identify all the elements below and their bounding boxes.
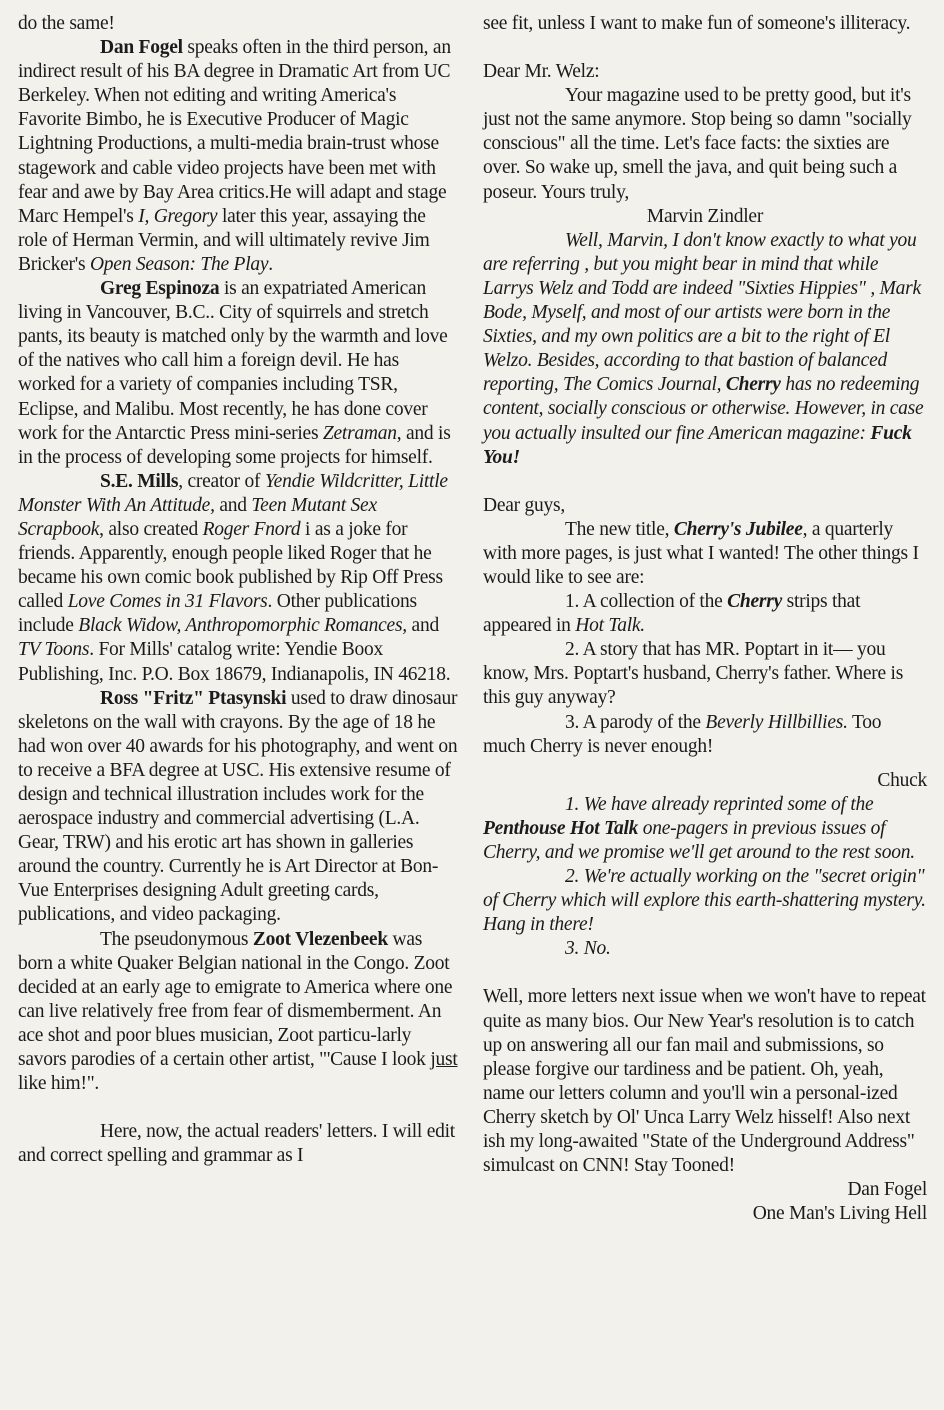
work-title: Love Comes in 31 Flavors: [67, 591, 268, 613]
work-title: Cherry's Jubilee: [673, 518, 803, 540]
letter-list-item: 3. A parody of the Beverly Hillbillies. Too much Cherry is never enough!: [483, 711, 882, 757]
sign-off-name: Dan Fogel: [847, 1179, 927, 1201]
bio-se-mills: S.E. Mills, creator of Yendie Wildcritter, Little Monster With An Attitude, and Teen Mutant Sex Scrapbook, also created Roger Fnord i as a joke for friends. Apparently, enough people liked Roger that he became his own comic book published by Rip Off Press called Love Comes in 31 Flavors. Other publications include Black Widow, Anthropomorphic Romances, and TV Toons. For Mills' catalog write: Yendie Boox Publishing, Inc. P.O. Box 18679, Indianapolis, IN 46218.: [18, 470, 451, 685]
emphasis: just: [430, 1049, 458, 1071]
letter-list-item: 1. A collection of the Cherry strips that appeared in Hot Talk.: [483, 591, 861, 637]
letter-salutation: Dear guys,: [483, 494, 565, 516]
work-title: I, Gregory: [138, 205, 218, 227]
bio-dan-fogel: Dan Fogel speaks often in the third person, an indirect result of his BA degree in Dramatic Art from UC Berkeley. When not editing and writing America's Favorite Bimbo, he is Executive Producer of Magic Lightning Productions, a multi-media brain-trust whose stagework and cable video projects have been met with fear and awe by Bay Area critics.He will adapt and stage Marc Hempel's I, Gregory later this year, assaying the role of Herman Vermin, and will ultimately revive Jim Bricker's Open Season: The Play.: [18, 37, 451, 275]
intro-fragment: do the same!: [18, 13, 115, 34]
work-title: TV Toons: [18, 639, 90, 661]
bio-zoot-vlezenbeek: The pseudonymous Zoot Vlezenbeek was born a white Quaker Belgian national in the Congo. Zoot decided at an early age to emigrate to America where one can live relatively free from fear of dismemberment. An ace shot and poor blues musician, Zoot particu-larly savors parodies of a certain other artist, "'Cause I look just like him!".: [18, 928, 458, 1095]
letter-signature: Marvin Zindler: [646, 205, 764, 227]
letter-list-item: 2. A story that has MR. Poptart in it— you know, Mrs. Poptart's husband, Cherry's father. Where is this guy anyway?: [483, 639, 904, 709]
work-title: Open Season: The Play: [89, 253, 269, 275]
right-column: [483, 12, 927, 1226]
letter-signature: Chuck: [877, 769, 927, 791]
left-column: [18, 12, 458, 1168]
continuation-text: see fit, unless I want to make fun of someone's illiteracy.: [483, 13, 911, 34]
bio-name: Dan Fogel: [100, 37, 183, 59]
work-title: Roger Fnord: [202, 518, 301, 540]
letters-intro: Here, now, the actual readers' letters. I will edit and correct spelling and grammar as I: [18, 1121, 455, 1167]
bio-name: Zoot Vlezenbeek: [252, 928, 388, 950]
editor-reply: 3. No.: [565, 938, 611, 960]
work-title: Zetraman: [322, 422, 397, 444]
closing-note: Well, more letters next issue when we won't have to repeat quite as many bios. Our New Year's resolution is to catch up on answering all our fan mail and submissions, so please forgive our tardiness and be patient. Oh, yeah, name our letters column and you'll win a personal-ized Cherry sketch by Ol' Unca Larry Welz hisself! Also next ish my long-awaited "State of the Underground Address" simulcast on CNN! Stay Tooned!: [483, 986, 926, 1177]
bio-ross-ptasynski: Ross "Fritz" Ptasynski used to draw dinosaur skeletons on the wall with crayons. By the age of 18 he had won over 40 awards for his photography, and went on to receive a BFA degree at USC. His extensive resume of design and technical illustration includes work for the aerospace industry and commercial advertising (L.A. Gear, TRW) and his erotic art has shown in galleries around the country. Currently he is Art Director at Bon-Vue Enterprises designing Adult greeting cards, publications, and video packaging.: [18, 687, 458, 926]
bio-name: S.E. Mills: [100, 470, 179, 492]
bio-name: Greg Espinoza: [100, 278, 220, 300]
letter-body: Your magazine used to be pretty good, but it's just not the same anymore. Stop being so damn "socially conscious" all the time. Let's face facts: the sixties are over. So wake up, smell the java, and quit being such a poseur. Yours truly,: [483, 85, 912, 203]
work-title: Teen Mutant Sex Scrapbook: [18, 494, 377, 540]
bio-greg-espinoza: Greg Espinoza is an expatriated American living in Vancouver, B.C.. City of squirrels and stretch pants, its beauty is matched only by the warmth and love of the natives who call him a foreign devil. He has worked for a variety of companies including TSR, Eclipse, and Malibu. Most recently, he has done cover work for the Antarctic Press mini-series Zetraman, and is in the process of developing some projects for himself.: [18, 278, 451, 468]
editor-reply: 2. We're actually working on the "secret origin" of Cherry which will explore this earth-shattering mystery. Hang in there!: [483, 866, 926, 936]
bio-name: Ross "Fritz" Ptasynski: [100, 687, 287, 709]
sign-off-title: One Man's Living Hell: [752, 1203, 927, 1225]
editor-reply: Well, Marvin, I don't know exactly to what you are referring , but you might bear in mind that while Larrys Welz and Todd are indeed "Sixties Hippies" , Mark Bode, Myself, and most of our artists were born in the Sixties, and my own politics are a bit to the right of El Welzo. Besides, according to that bastion of balanced reporting, The Comics Journal, Cherry has no redeeming content, socially conscious or otherwise. However, in case you actually insulted our fine American magazine: Fuck You!: [483, 229, 924, 468]
work-title: Black Widow, Anthropomorphic Romances,: [78, 615, 407, 637]
letter-salutation: Dear Mr. Welz:: [483, 61, 600, 83]
work-title: Yendie Wildcritter, Little Monster With An Attitude,: [18, 470, 448, 516]
letter-body: The new title, Cherry's Jubilee, a quarterly with more pages, is just what I wanted! The other things I would like to see are:: [483, 518, 919, 588]
editor-reply: 1. We have already reprinted some of the Penthouse Hot Talk one-pagers in previous issues of Cherry, and we promise we'll get around to the rest soon.: [483, 793, 915, 863]
